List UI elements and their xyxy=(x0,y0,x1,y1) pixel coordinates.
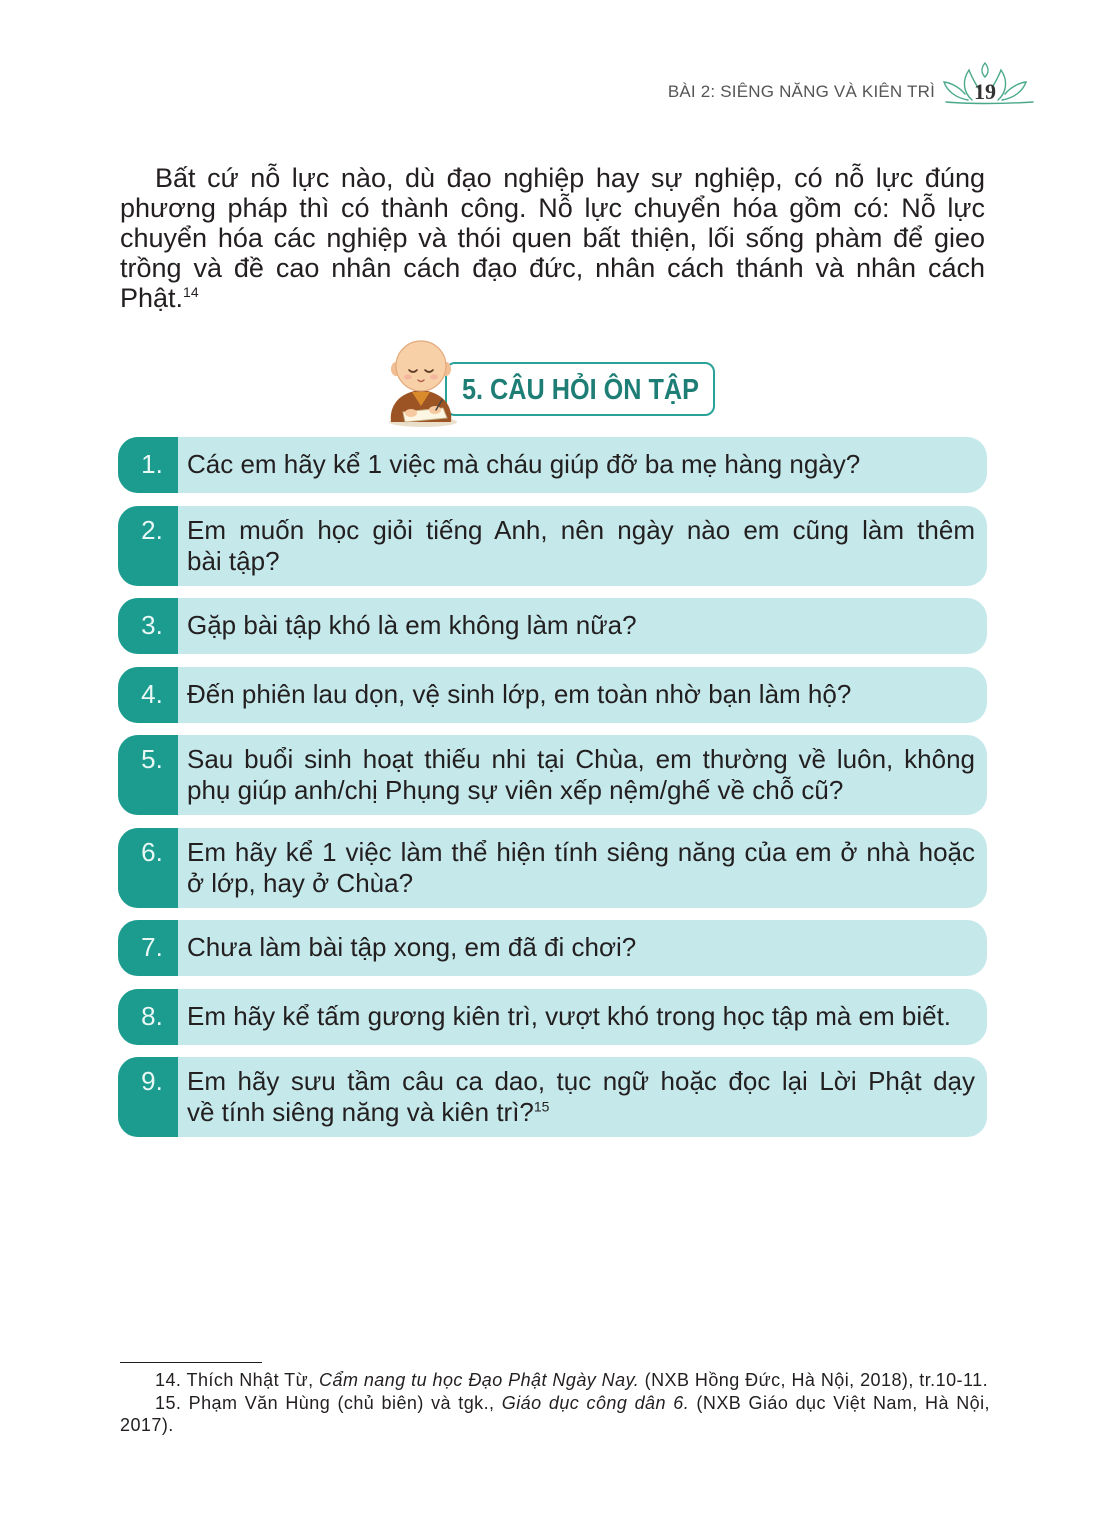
paragraph-line xyxy=(120,283,985,313)
question-item xyxy=(118,920,987,976)
footnote-title: Cẩm nang tu học Đạo Phật Ngày Nay. xyxy=(319,1370,640,1390)
footnote-line xyxy=(120,1369,990,1392)
question-line xyxy=(187,1097,975,1128)
question-item xyxy=(118,828,987,908)
question-item xyxy=(118,598,987,654)
section-title: 5. CÂU HỎI ÔN TẬP xyxy=(462,374,699,406)
question-line: Sau buổi sinh hoạt thiếu nhi tại Chùa, em thường về luôn, không xyxy=(187,744,975,774)
question-number: 8. xyxy=(118,989,178,1045)
monk-studying-illustration xyxy=(381,338,461,428)
question-line: Chưa làm bài tập xong, em đã đi chơi? xyxy=(187,932,637,962)
paragraph-line: trồng và đề cao nhân cách đạo đức, nhân cách thánh và nhân cách xyxy=(120,253,985,283)
page-number: 19 xyxy=(974,79,996,104)
question-item xyxy=(118,437,987,493)
question-line: Các em hãy kể 1 việc mà cháu giúp đỡ ba mẹ hàng ngày? xyxy=(187,449,861,479)
lotus-icon xyxy=(938,60,1034,108)
question-line: ở lớp, hay ở Chùa? xyxy=(187,867,414,898)
intro-paragraph xyxy=(120,163,985,313)
footnote-15 xyxy=(120,1392,990,1437)
question-item xyxy=(118,735,987,815)
footnote-author: Thích Nhật Từ, xyxy=(186,1370,314,1390)
footnote-line xyxy=(120,1392,990,1415)
footnotes xyxy=(120,1369,990,1437)
question-text xyxy=(178,989,987,1045)
question-line: Đến phiên lau dọn, vệ sinh lớp, em toàn nhờ bạn làm hộ? xyxy=(187,678,852,709)
question-line: Em hãy kể 1 việc làm thể hiện tính siêng năng của em ở nhà hoặc xyxy=(187,836,975,867)
question-number: 5. xyxy=(118,735,178,815)
question-text xyxy=(178,920,987,976)
question-number: 3. xyxy=(118,598,178,654)
footnote-number: 15. xyxy=(155,1392,182,1413)
footnote-number: 14. xyxy=(155,1370,182,1390)
footnote-title: Giáo dục công dân 6. xyxy=(501,1392,690,1413)
paragraph-line: phương pháp thì có thành công. Nỗ lực chuyển hóa gồm có: Nỗ lực xyxy=(120,193,985,223)
question-item xyxy=(118,667,987,723)
question-line: Em muốn học giỏi tiếng Anh, nên ngày nào em cũng làm thêm xyxy=(187,514,975,545)
footnote-ref: 15 xyxy=(533,1098,550,1115)
question-text xyxy=(178,598,987,654)
question-text xyxy=(178,667,987,723)
question-text xyxy=(178,506,987,586)
question-number: 2. xyxy=(118,506,178,586)
footnote-ref: 14 xyxy=(183,284,199,300)
question-number: 4. xyxy=(118,667,178,723)
footnote-publication: (NXB Giáo dục Việt Nam, Hà Nội, xyxy=(696,1392,991,1413)
question-line: Em hãy kể tấm gương kiên trì, vượt khó trong học tập mà em biết. xyxy=(187,1000,952,1031)
question-line: bài tập? xyxy=(187,545,280,576)
paragraph-line-text: Phật. xyxy=(120,283,184,313)
question-line: phụ giúp anh/chị Phụng sự viên xếp nệm/ghế về chỗ cũ? xyxy=(187,775,844,805)
question-number: 7. xyxy=(118,920,178,976)
question-number: 6. xyxy=(118,828,178,908)
footnote-separator xyxy=(120,1362,262,1363)
footnote-author: Phạm Văn Hùng (chủ biên) và tgk., xyxy=(188,1392,495,1413)
chapter-title: BÀI 2: SIÊNG NĂNG VÀ KIÊN TRÌ xyxy=(667,82,935,101)
question-number: 1. xyxy=(118,437,178,493)
question-text xyxy=(178,735,987,815)
question-line: Em hãy sưu tầm câu ca dao, tục ngữ hoặc đọc lại Lời Phật dạy xyxy=(187,1066,975,1096)
footnote-14 xyxy=(120,1369,990,1392)
question-text xyxy=(178,828,987,908)
paragraph-line: chuyển hóa các nghiệp và thói quen bất thiện, lối sống phàm để gieo xyxy=(120,223,985,253)
question-text xyxy=(178,1057,987,1137)
question-item xyxy=(118,1057,987,1137)
question-text xyxy=(178,437,987,493)
question-line-text: về tính siêng năng và kiên trì? xyxy=(187,1097,534,1127)
question-number: 9. xyxy=(118,1057,178,1137)
footnote-line: 2017). xyxy=(120,1415,174,1435)
footnote-publication: (NXB Hồng Đức, Hà Nội, 2018), tr.10-11. xyxy=(644,1370,989,1390)
paragraph-line: Bất cứ nỗ lực nào, dù đạo nghiệp hay sự nghiệp, có nỗ lực đúng xyxy=(155,163,985,193)
question-line: Gặp bài tập khó là em không làm nữa? xyxy=(187,610,637,640)
question-list xyxy=(118,437,987,1150)
question-item xyxy=(118,506,987,586)
question-item xyxy=(118,989,987,1045)
